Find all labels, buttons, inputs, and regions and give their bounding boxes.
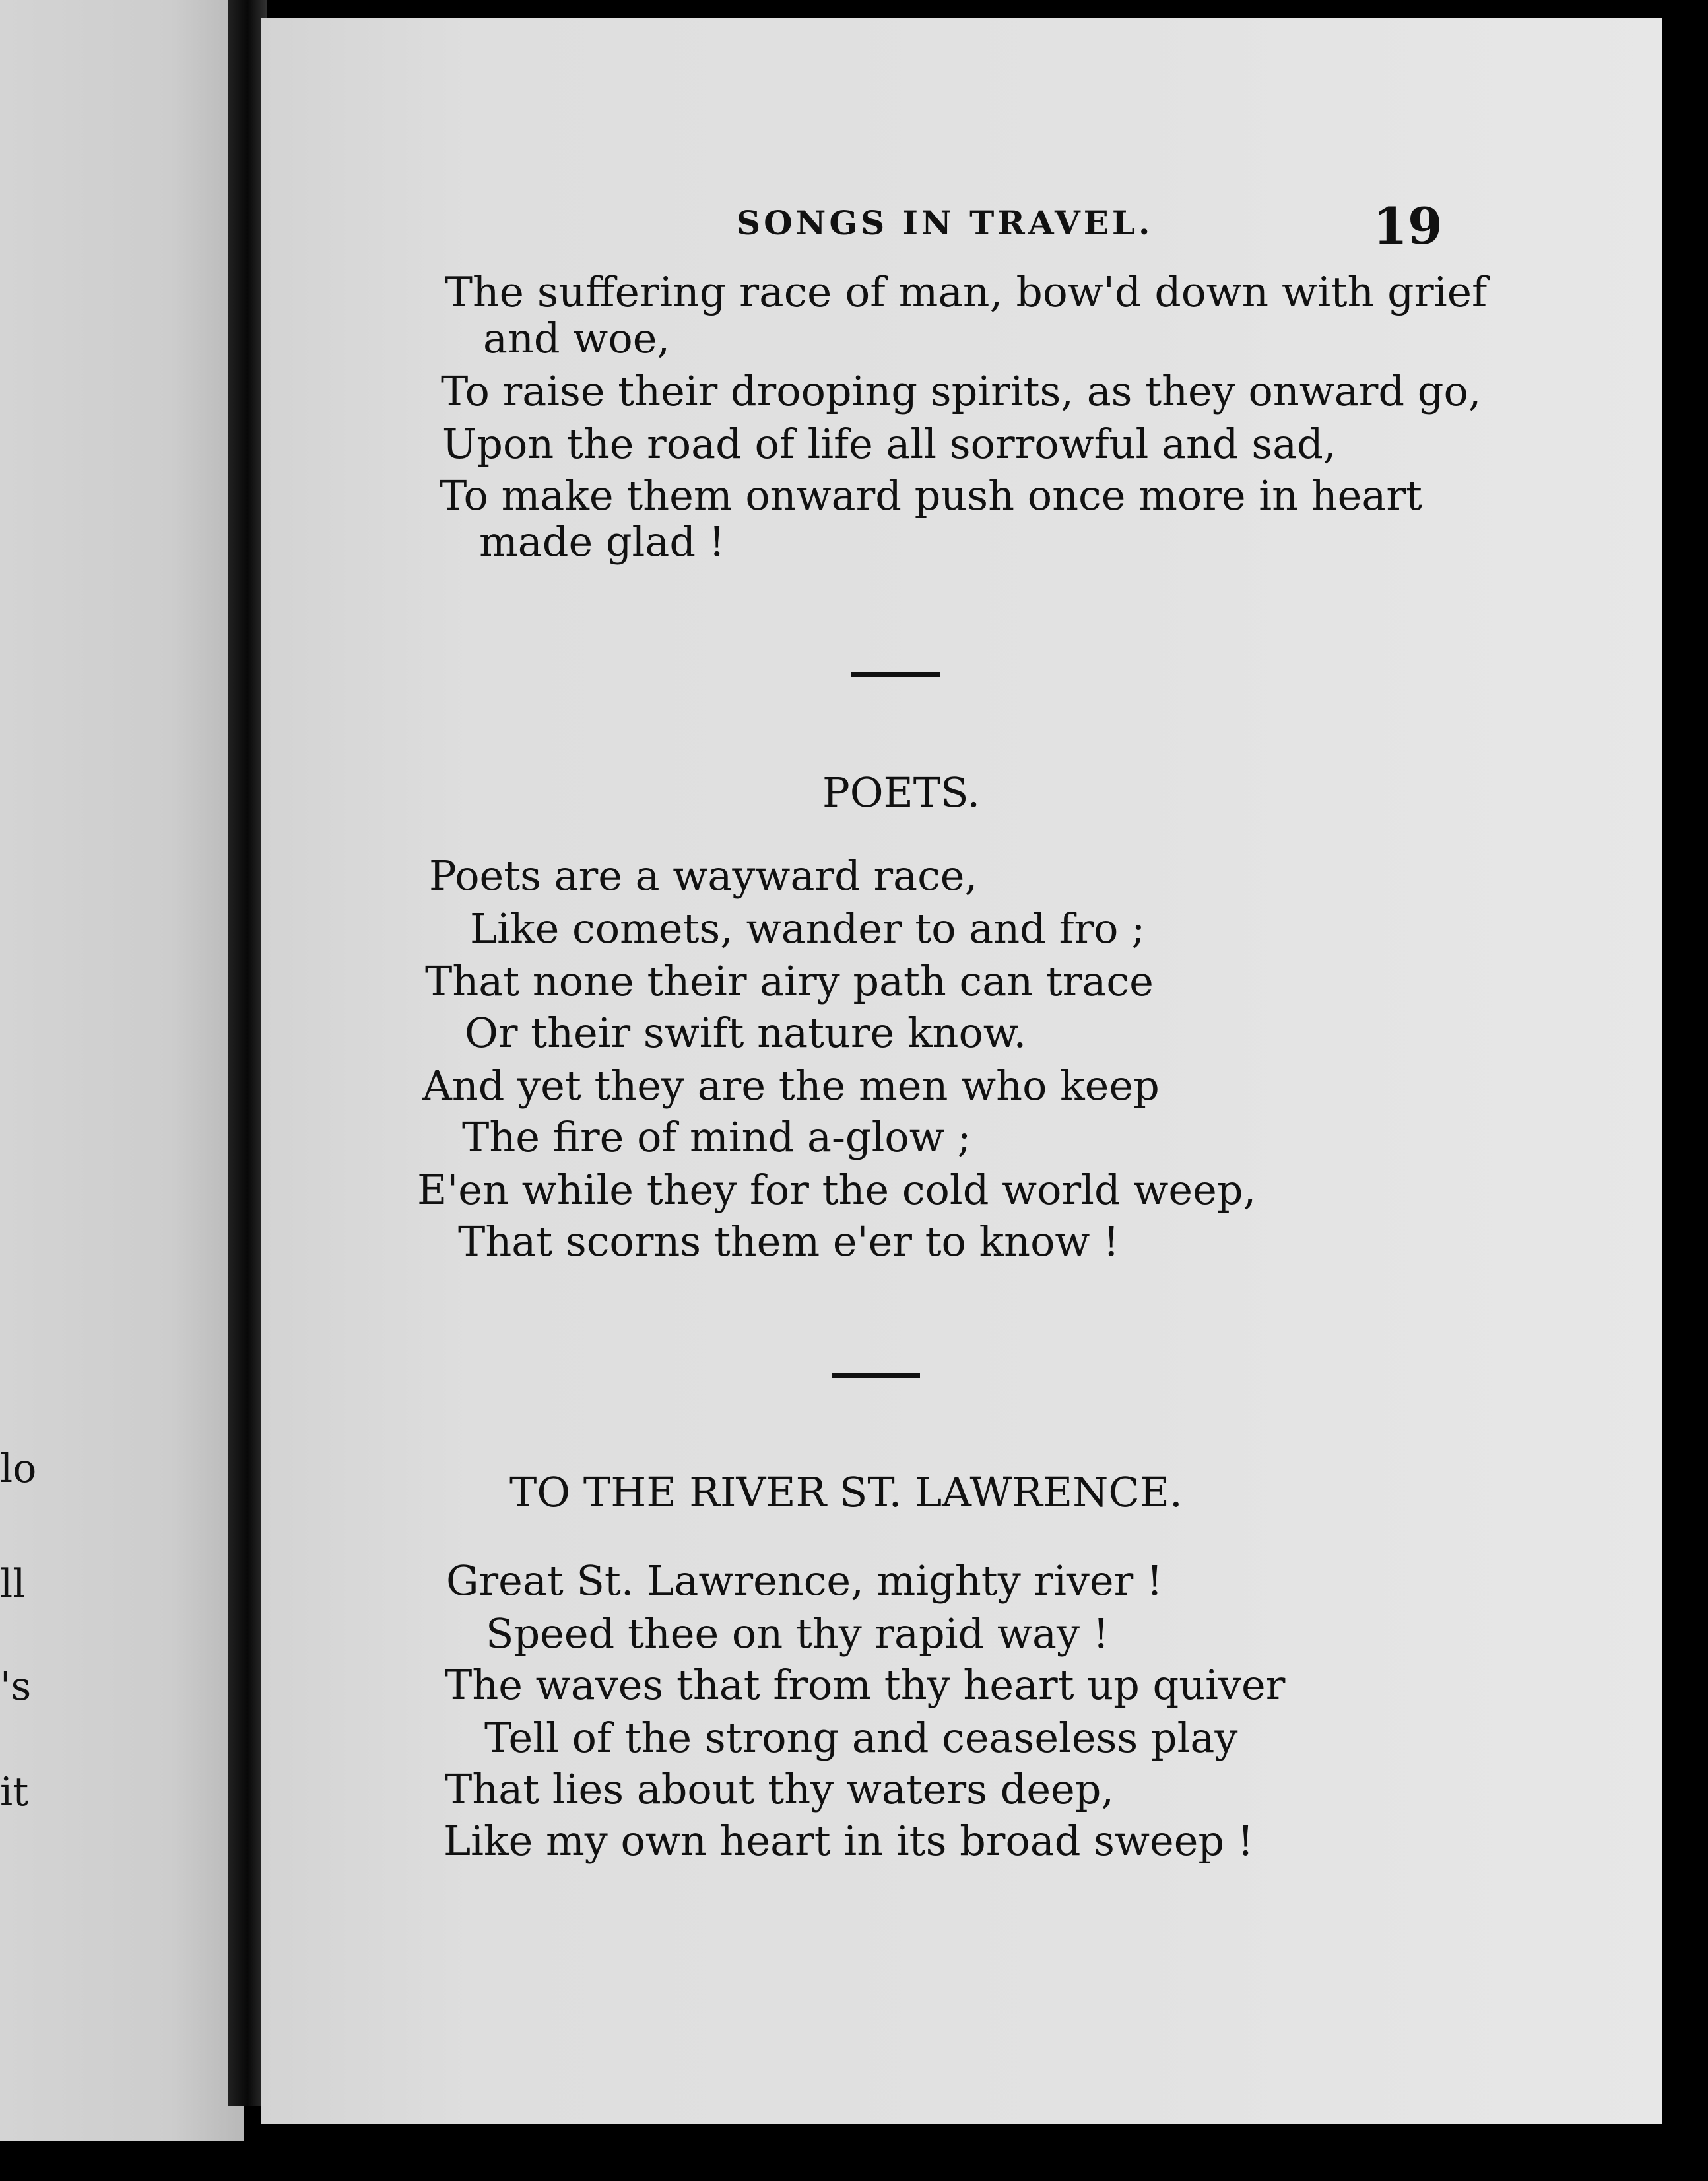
left-page-fragment: ll bbox=[0, 1561, 26, 1607]
verse-line: Tell of the strong and ceaseless play bbox=[484, 1714, 1238, 1762]
left-page-edge bbox=[0, 0, 244, 2141]
verse-line: The suffering race of man, bow'd down with grief bbox=[445, 268, 1488, 316]
section-divider bbox=[832, 1373, 920, 1378]
verse-line: To raise their drooping spirits, as they onward go, bbox=[441, 367, 1482, 415]
verse-line: And yet they are the men who keep bbox=[422, 1061, 1160, 1110]
verse-line: That scorns them e'er to know ! bbox=[458, 1217, 1120, 1265]
verse-line: Like comets, wander to and fro ; bbox=[470, 904, 1146, 953]
right-page bbox=[261, 18, 1662, 2124]
verse-line: That lies about thy waters deep, bbox=[445, 1765, 1115, 1813]
poem-title: POETS. bbox=[822, 768, 981, 817]
verse-line: To make them onward push once more in heart bbox=[440, 471, 1422, 520]
running-head: SONGS IN TRAVEL. bbox=[737, 203, 1154, 242]
left-page-fragment: lo bbox=[0, 1446, 37, 1492]
verse-line: E'en while they for the cold world weep, bbox=[417, 1166, 1257, 1214]
verse-line: Upon the road of life all sorrowful and sad, bbox=[442, 420, 1336, 468]
verse-line: made glad ! bbox=[479, 518, 725, 566]
page-number: 19 bbox=[1373, 197, 1443, 255]
verse-line: Speed thee on thy rapid way ! bbox=[486, 1609, 1109, 1658]
poem-title: TO THE RIVER ST. LAWRENCE. bbox=[509, 1468, 1183, 1516]
verse-line: The waves that from thy heart up quiver bbox=[445, 1661, 1286, 1709]
verse-line: and woe, bbox=[483, 314, 671, 362]
verse-line: Like my own heart in its broad sweep ! bbox=[443, 1817, 1254, 1865]
verse-line: Poets are a wayward race, bbox=[429, 852, 978, 900]
section-divider bbox=[851, 672, 940, 677]
left-page-fragment: 's bbox=[0, 1663, 32, 1710]
verse-line: Or their swift nature know. bbox=[465, 1009, 1027, 1057]
verse-line: That none their airy path can trace bbox=[425, 957, 1154, 1005]
verse-line: Great St. Lawrence, mighty river ! bbox=[446, 1557, 1163, 1605]
left-page-fragment: it bbox=[0, 1769, 29, 1815]
verse-line: The fire of mind a-glow ; bbox=[462, 1113, 971, 1161]
